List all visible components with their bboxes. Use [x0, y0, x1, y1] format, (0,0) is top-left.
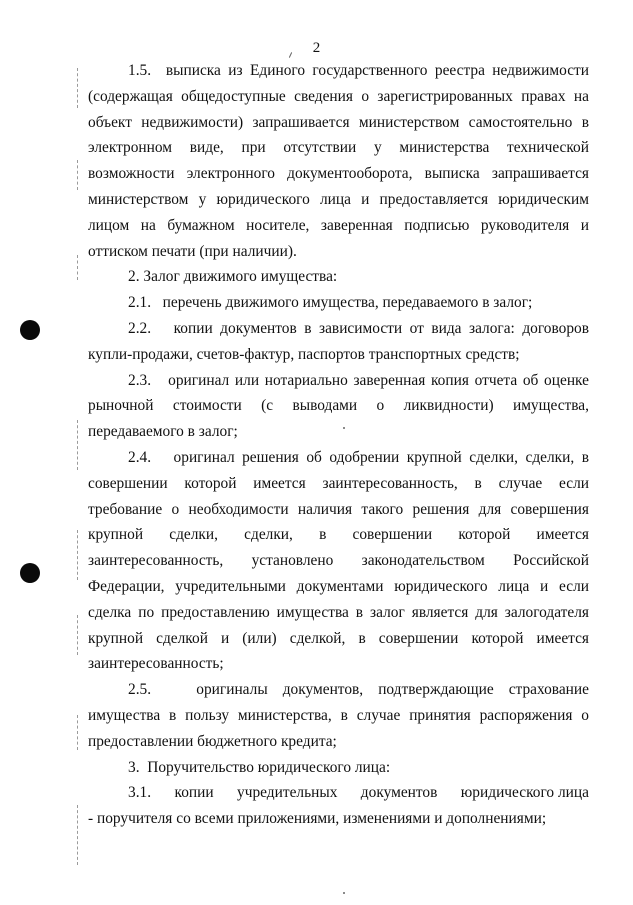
paragraph-2-1: 2.1. перечень движимого имущества, передаваемого в залог; [128, 294, 533, 312]
scan-speck [343, 892, 345, 894]
paragraph-3-1: 3.1. копии учредительных документов юридического лица - поручителя со всеми приложениями, изменениями и дополнениями; [88, 784, 589, 828]
page-number: 2 [312, 40, 321, 56]
paragraph-2-3: 2.3. оригинал или нотариально заверенная копия отчета об оценке рыночной стоимости (с выводами о ликвидности) имущества, передаваемого в залог; [88, 371, 589, 441]
punch-hole-bottom [20, 563, 40, 583]
paragraph-2-4: 2.4. оригинал решения об одобрении крупной сделки, сделки, в совершении которой имеется заинтересованность, в случае если требование о необходимости наличия такого решения для совершения крупной сделки, сделки, в совершении которой имеется заинтересованность, установлено законодательством Российской Федерации, учредительными документами юридического лица и если сделка по предоставлению имущества в залог является для залогодателя крупной сделкой и (или) сделкой, в совершении которой имеется заинтересованность; [88, 448, 589, 673]
paragraph-1-5: 1.5. выписка из Единого государственного реестра недвижимости (содержащая общедоступные сведения о зарегистрированных правах на объект недвижимости) запрашивается министерством самостоятельно в электронном виде, при отсутствии у министерства технической возможности электронного документооборота, выписка запрашивается министерством у юридического лица и предоставляется юридическим лицом на бумажном носителе, заверенная подписью руководителя и оттиском печати (при наличии). [88, 62, 589, 260]
scan-edge-mark [77, 255, 78, 280]
scan-edge-mark [77, 805, 78, 865]
section-2-heading: 2. Залог движимого имущества: [128, 268, 338, 286]
section-3-heading: 3. Поручительство юридического лица: [128, 758, 391, 776]
document-body [88, 58, 589, 832]
paragraph-2-5: 2.5. оригиналы документов, подтверждающие страхование имущества в пользу министерства, в случае принятия распоряжения о предоставлении бюджетного кредита; [88, 681, 589, 750]
scan-edge-mark [77, 68, 78, 108]
paragraph-2-2: 2.2. копии документов в зависимости от вида залога: договоров купли-продажи, счетов-фактур, паспортов транспортных средств; [88, 319, 589, 363]
punch-hole-top [20, 320, 40, 340]
scan-edge-mark [77, 530, 78, 580]
scan-edge-mark [77, 160, 78, 190]
scan-edge-mark [77, 420, 78, 470]
scan-edge-mark [77, 715, 78, 750]
scan-edge-mark [77, 615, 78, 655]
